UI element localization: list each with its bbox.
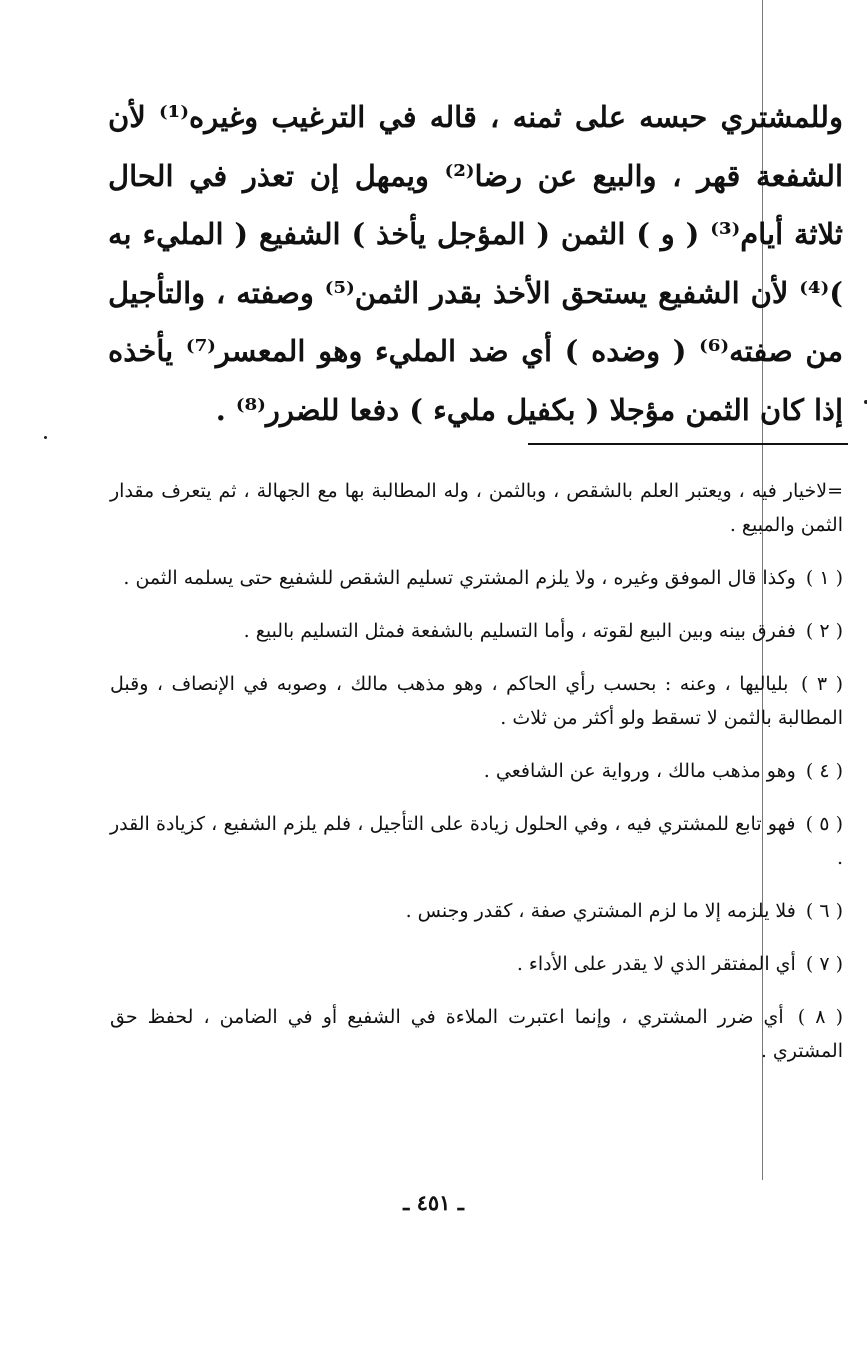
footnote-1 <box>110 561 843 595</box>
footnote-text: بلياليها ، وعنه : بحسب رأي الحاكم ، وهو مذهب مالك ، وصوبه في الإنصاف ، وقبل المطالبة بالثمن لا تسقط ولو أكثر من ثلاث . <box>110 673 843 729</box>
footnote-number: ( ٥ ) <box>805 813 844 835</box>
footnote-4 <box>110 754 843 788</box>
footnote-separator <box>528 443 848 445</box>
footnote-number: ( ٦ ) <box>805 900 843 922</box>
footnote-6 <box>110 894 843 928</box>
footnote-number: ( ٧ ) <box>805 953 843 975</box>
footnote-text: أي ضرر المشتري ، وإنما اعتبرت الملاءة في الشفيع أو في الضامن ، لحفظ حق المشتري . <box>110 1006 843 1062</box>
footnote-number: ( ٢ ) <box>805 620 843 642</box>
footnote-number: ( ٣ ) <box>800 673 844 695</box>
footnote-continuation <box>110 474 843 542</box>
footnote-text: وهو مذهب مالك ، ورواية عن الشافعي . <box>483 760 796 782</box>
footnote-7 <box>110 947 843 981</box>
footnote-5 <box>110 807 843 875</box>
footnote-text: فهو تابع للمشتري فيه ، وفي الحلول زيادة على التأجيل ، فلم يلزم الشفيع ، كزيادة القدر . <box>110 813 843 869</box>
footnote-2 <box>110 614 843 648</box>
footnote-text: ففرق بينه وبين البيع لقوته ، وأما التسليم بالشفعة فمثل التسليم بالبيع . <box>243 620 796 642</box>
footnote-3 <box>110 667 843 735</box>
main-body-text <box>108 88 843 439</box>
footnote-8 <box>110 1000 843 1068</box>
footnote-text: =لاخيار فيه ، ويعتبر العلم بالشقص ، وبالثمن ، وله المطالبة بها مع الجهالة ، ثم يتعرف مقدار الثمن والمبيع . <box>110 480 843 536</box>
footnote-number: ( ١ ) <box>805 567 843 589</box>
footnote-text: وكذا قال الموفق وغيره ، ولا يلزم المشتري تسليم الشقص للشفيع حتى يسلمه الثمن . <box>123 567 796 589</box>
page-number: ـ ٤٥١ ـ <box>403 1190 464 1215</box>
footnote-number: ( ٤ ) <box>805 760 843 782</box>
footnote-text: أي المفتقر الذي لا يقدر على الأداء . <box>516 953 796 975</box>
footnote-number: ( ٨ ) <box>797 1006 844 1028</box>
scan-speck <box>44 436 47 439</box>
footnotes-section <box>110 474 843 1087</box>
main-paragraph: وللمشتري حبسه على ثمنه ، قاله في الترغيب وغيره⁽¹⁾ لأن الشفعة قهر ، والبيع عن رضا⁽²⁾ ويمهل إن تعذر في الحال ثلاثة أيام⁽³⁾ ( و ) الثمن ( المؤجل يأخذ ) الشفيع ( المليء به )⁽⁴⁾ لأن الشفيع يستحق الأخذ بقدر الثمن⁽⁵⁾ وصفته ، والتأجيل من صفته⁽⁶⁾ ( وضده ) أي ضد المليء وهو المعسر⁽⁷⁾ يأخذه إذا كان الثمن مؤجلا ( بكفيل مليء ) دفعا للضرر⁽⁸⁾ . <box>108 100 844 427</box>
footnote-text: فلا يلزمه إلا ما لزم المشتري صفة ، كقدر وجنس . <box>405 900 796 922</box>
